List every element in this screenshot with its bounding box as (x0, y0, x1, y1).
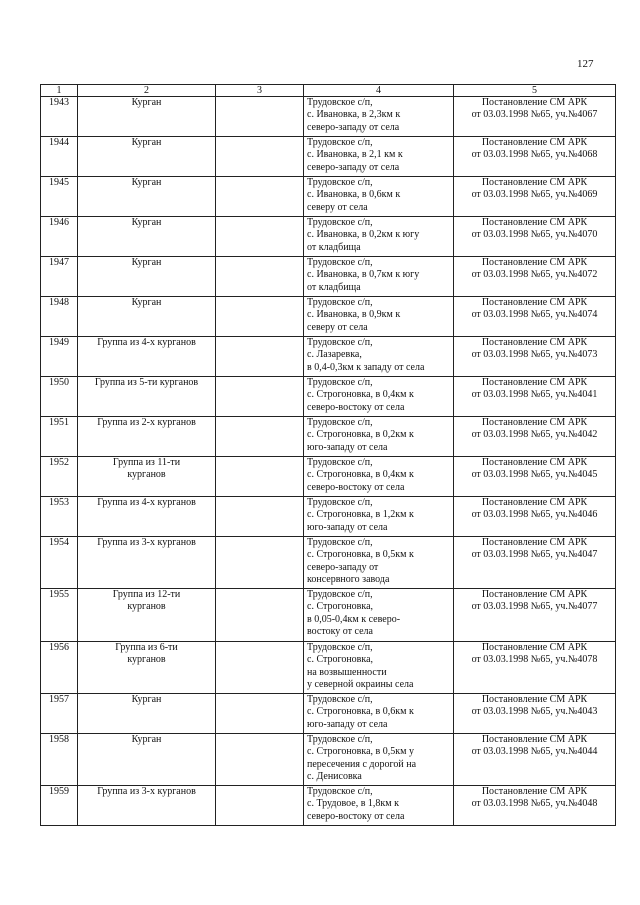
column-header-4: 4 (304, 85, 454, 97)
dating-cell (216, 257, 304, 297)
object-name: Курган (78, 137, 216, 177)
document-cell: Постановление СМ АРК от 03.03.1998 №65, уч.№4074 (454, 297, 616, 337)
page-number: 127 (577, 58, 594, 70)
table-row (41, 734, 616, 786)
object-name: Группа из 2-х курганов (78, 417, 216, 457)
monuments-table (40, 84, 616, 826)
object-name: Группа из 4-х курганов (78, 337, 216, 377)
object-name: Курган (78, 257, 216, 297)
column-header-3: 3 (216, 85, 304, 97)
dating-cell (216, 537, 304, 589)
object-name: Группа из 12-ти курганов (78, 589, 216, 642)
document-cell: Постановление СМ АРК от 03.03.1998 №65, уч.№4047 (454, 537, 616, 589)
object-name: Группа из 3-х курганов (78, 786, 216, 826)
document-cell: Постановление СМ АРК от 03.03.1998 №65, уч.№4043 (454, 694, 616, 734)
row-number: 1959 (41, 786, 78, 826)
row-number: 1955 (41, 589, 78, 642)
document-cell: Постановление СМ АРК от 03.03.1998 №65, уч.№4068 (454, 137, 616, 177)
dating-cell (216, 217, 304, 257)
row-number: 1945 (41, 177, 78, 217)
document-cell: Постановление СМ АРК от 03.03.1998 №65, уч.№4045 (454, 457, 616, 497)
table-row (41, 694, 616, 734)
row-number: 1946 (41, 217, 78, 257)
row-number: 1957 (41, 694, 78, 734)
dating-cell (216, 497, 304, 537)
object-name: Курган (78, 177, 216, 217)
row-number: 1944 (41, 137, 78, 177)
table-header-row (41, 85, 616, 97)
table-row (41, 337, 616, 377)
row-number: 1952 (41, 457, 78, 497)
document-cell: Постановление СМ АРК от 03.03.1998 №65, уч.№4072 (454, 257, 616, 297)
document-cell: Постановление СМ АРК от 03.03.1998 №65, уч.№4078 (454, 642, 616, 694)
table-row (41, 457, 616, 497)
column-header-2: 2 (78, 85, 216, 97)
document-cell: Постановление СМ АРК от 03.03.1998 №65, уч.№4067 (454, 97, 616, 137)
location-cell: Трудовское с/п, с. Ивановка, в 0,2км к югу от кладбища (304, 217, 454, 257)
row-number: 1949 (41, 337, 78, 377)
document-cell: Постановление СМ АРК от 03.03.1998 №65, уч.№4048 (454, 786, 616, 826)
location-cell: Трудовское с/п, с. Ивановка, в 0,7км к югу от кладбища (304, 257, 454, 297)
table-row (41, 589, 616, 642)
table-row (41, 257, 616, 297)
row-number: 1956 (41, 642, 78, 694)
object-name: Курган (78, 297, 216, 337)
location-cell: Трудовское с/п, с. Строгоновка, на возвышенности у северной окраины села (304, 642, 454, 694)
row-number: 1947 (41, 257, 78, 297)
table-row (41, 417, 616, 457)
row-number: 1954 (41, 537, 78, 589)
table-row (41, 137, 616, 177)
table-row (41, 377, 616, 417)
document-cell: Постановление СМ АРК от 03.03.1998 №65, уч.№4077 (454, 589, 616, 642)
location-cell: Трудовское с/п, с. Строгоновка, в 0,5км к северо-западу от консервного завода (304, 537, 454, 589)
row-number: 1951 (41, 417, 78, 457)
dating-cell (216, 137, 304, 177)
document-cell: Постановление СМ АРК от 03.03.1998 №65, уч.№4069 (454, 177, 616, 217)
column-header-1: 1 (41, 85, 78, 97)
location-cell: Трудовское с/п, с. Строгоновка, в 0,4км к северо-востоку от села (304, 377, 454, 417)
dating-cell (216, 177, 304, 217)
document-cell: Постановление СМ АРК от 03.03.1998 №65, уч.№4046 (454, 497, 616, 537)
location-cell: Трудовское с/п, с. Ивановка, в 0,9км к северу от села (304, 297, 454, 337)
table-row (41, 97, 616, 137)
table-row (41, 177, 616, 217)
document-cell: Постановление СМ АРК от 03.03.1998 №65, уч.№4044 (454, 734, 616, 786)
location-cell: Трудовское с/п, с. Строгоновка, в 0,5км у пересечения с дорогой на с. Денисовка (304, 734, 454, 786)
dating-cell (216, 337, 304, 377)
table-row (41, 642, 616, 694)
location-cell: Трудовское с/п, с. Строгоновка, в 0,4км к северо-востоку от села (304, 457, 454, 497)
row-number: 1958 (41, 734, 78, 786)
location-cell: Трудовское с/п, с. Строгоновка, в 0,05-0,4км к северо- востоку от села (304, 589, 454, 642)
table-row (41, 537, 616, 589)
location-cell: Трудовское с/п, с. Строгоновка, в 0,2км к юго-западу от села (304, 417, 454, 457)
location-cell: Трудовское с/п, с. Ивановка, в 2,3км к северо-западу от села (304, 97, 454, 137)
row-number: 1950 (41, 377, 78, 417)
object-name: Группа из 3-х курганов (78, 537, 216, 589)
document-cell: Постановление СМ АРК от 03.03.1998 №65, уч.№4041 (454, 377, 616, 417)
object-name: Группа из 4-х курганов (78, 497, 216, 537)
object-name: Курган (78, 97, 216, 137)
column-header-5: 5 (454, 85, 616, 97)
object-name: Группа из 11-ти курганов (78, 457, 216, 497)
dating-cell (216, 589, 304, 642)
document-cell: Постановление СМ АРК от 03.03.1998 №65, уч.№4070 (454, 217, 616, 257)
document-cell: Постановление СМ АРК от 03.03.1998 №65, уч.№4042 (454, 417, 616, 457)
location-cell: Трудовское с/п, с. Ивановка, в 0,6км к северу от села (304, 177, 454, 217)
document-cell: Постановление СМ АРК от 03.03.1998 №65, уч.№4073 (454, 337, 616, 377)
row-number: 1948 (41, 297, 78, 337)
object-name: Группа из 6-ти курганов (78, 642, 216, 694)
object-name: Курган (78, 734, 216, 786)
location-cell: Трудовское с/п, с. Строгоновка, в 0,6км к юго-западу от села (304, 694, 454, 734)
location-cell: Трудовское с/п, с. Ивановка, в 2,1 км к северо-западу от села (304, 137, 454, 177)
location-cell: Трудовское с/п, с. Строгоновка, в 1,2км к юго-западу от села (304, 497, 454, 537)
table-row (41, 497, 616, 537)
object-name: Курган (78, 694, 216, 734)
object-name: Группа из 5-ти курганов (78, 377, 216, 417)
dating-cell (216, 642, 304, 694)
dating-cell (216, 97, 304, 137)
dating-cell (216, 694, 304, 734)
location-cell: Трудовское с/п, с. Лазаревка, в 0,4-0,3км к западу от села (304, 337, 454, 377)
row-number: 1943 (41, 97, 78, 137)
dating-cell (216, 457, 304, 497)
table-row (41, 217, 616, 257)
dating-cell (216, 417, 304, 457)
table-row (41, 786, 616, 826)
dating-cell (216, 377, 304, 417)
row-number: 1953 (41, 497, 78, 537)
dating-cell (216, 297, 304, 337)
dating-cell (216, 734, 304, 786)
dating-cell (216, 786, 304, 826)
location-cell: Трудовское с/п, с. Трудовое, в 1,8км к северо-востоку от села (304, 786, 454, 826)
table-row (41, 297, 616, 337)
object-name: Курган (78, 217, 216, 257)
